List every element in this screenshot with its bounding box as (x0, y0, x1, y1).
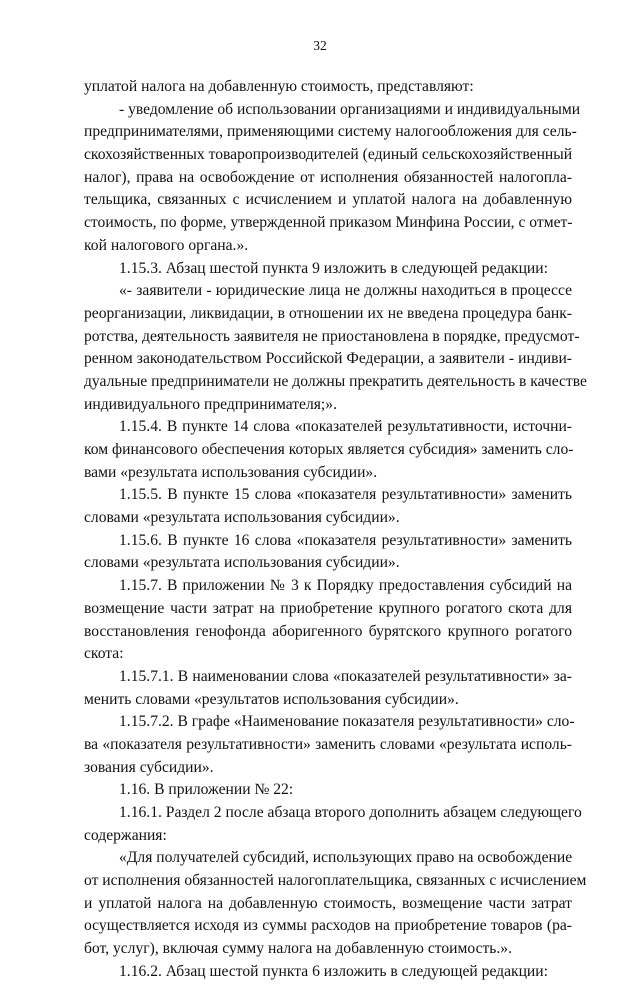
text-line: ротства, деятельность заявителя не приостановлена в порядке, предусмот- (84, 327, 580, 345)
text-line: кой налогового органа.». (84, 236, 249, 254)
text-line: восстановления генофонда аборигенного бурятского крупного рогатого (84, 622, 572, 640)
text-line: зования субсидии». (84, 758, 214, 776)
text-line: скота: (84, 645, 124, 663)
text-line: 1.15.4. В пункте 14 слова «показателей результативности, источни- (119, 418, 572, 436)
text-line: ва «показателя результативности» заменить словами «результата исполь- (84, 735, 572, 753)
text-line: стоимость, по форме, утвержденной приказом Минфина России, с отмет- (84, 214, 573, 232)
text-line: 1.15.6. В пункте 16 слова «показателя результативности» заменить (119, 531, 572, 549)
text-line: словами «результата использования субсидии». (84, 554, 400, 572)
text-line: 1.15.7.2. В графе «Наименование показателя результативности» сло- (119, 713, 575, 731)
text-line: предпринимателями, применяющими систему налогообложения для сель- (84, 123, 577, 141)
text-line: индивидуального предпринимателя;». (84, 395, 337, 413)
text-line: 1.16.2. Абзац шестой пункта 6 изложить в следующей редакции: (119, 962, 548, 980)
text-line: вами «результата использования субсидии». (84, 463, 378, 481)
text-line: содержания: (84, 826, 167, 844)
text-line: ренном законодательством Российской Федерации, а заявители - индиви- (84, 350, 572, 368)
text-line: бот, услуг), включая сумму налога на добавленную стоимость.». (84, 940, 513, 958)
text-line: тельщика, связанных с исчислением и уплатой налога на добавленную (84, 191, 572, 209)
text-line: 1.15.7.1. В наименовании слова «показателей результативности» за- (119, 667, 572, 685)
text-line: и уплатой налога на добавленную стоимость, возмещение части затрат (84, 894, 572, 912)
text-line: «Для получателей субсидий, использующих право на освобождение (119, 849, 573, 867)
text-line: менить словами «результатов использования субсидии». (84, 690, 459, 708)
text-line: реорганизации, ликвидации, в отношении их не введена процедура банк- (84, 304, 572, 322)
text-line: уплатой налога на добавленную стоимость, представляют: (84, 78, 474, 95)
text-line: 1.16.1. Раздел 2 после абзаца второго дополнить абзацем следующего (119, 804, 582, 821)
text-line: налог), права на освобождение от исполнения обязанностей налогопла- (84, 168, 572, 186)
text-line: от исполнения обязанностей налогоплательщика, связанных с исчислением (84, 872, 587, 890)
text-line: дуальные предприниматели не должны прекратить деятельность в качестве (84, 372, 587, 390)
text-line: возмещение части затрат на приобретение крупного рогатого скота для (84, 599, 572, 617)
text-line: 1.16. В приложении № 22: (119, 781, 294, 799)
text-line: скохозяйственных товаропроизводителей (единый сельскохозяйственный (84, 146, 573, 164)
text-line: осуществляется исходя из суммы расходов на приобретение товаров (ра- (84, 917, 572, 935)
text-line: 1.15.3. Абзац шестой пункта 9 изложить в следующей редакции: (119, 259, 548, 277)
text-line: 1.15.7. В приложении № 3 к Порядку предоставления субсидий на (119, 577, 572, 595)
text-line: ком финансового обеспечения которых является субсидия» заменить сло- (84, 441, 574, 458)
text-line: словами «результата использования субсидии». (84, 509, 400, 527)
document-body (84, 76, 587, 984)
text-line: 1.15.5. В пункте 15 слова «показателя результативности» заменить (119, 486, 572, 504)
text-line: «- заявители - юридические лица не должны находиться в процессе (119, 282, 572, 300)
page-number: 32 (313, 38, 327, 53)
text-line: - уведомление об использовании организациями и индивидуальными (119, 100, 581, 118)
